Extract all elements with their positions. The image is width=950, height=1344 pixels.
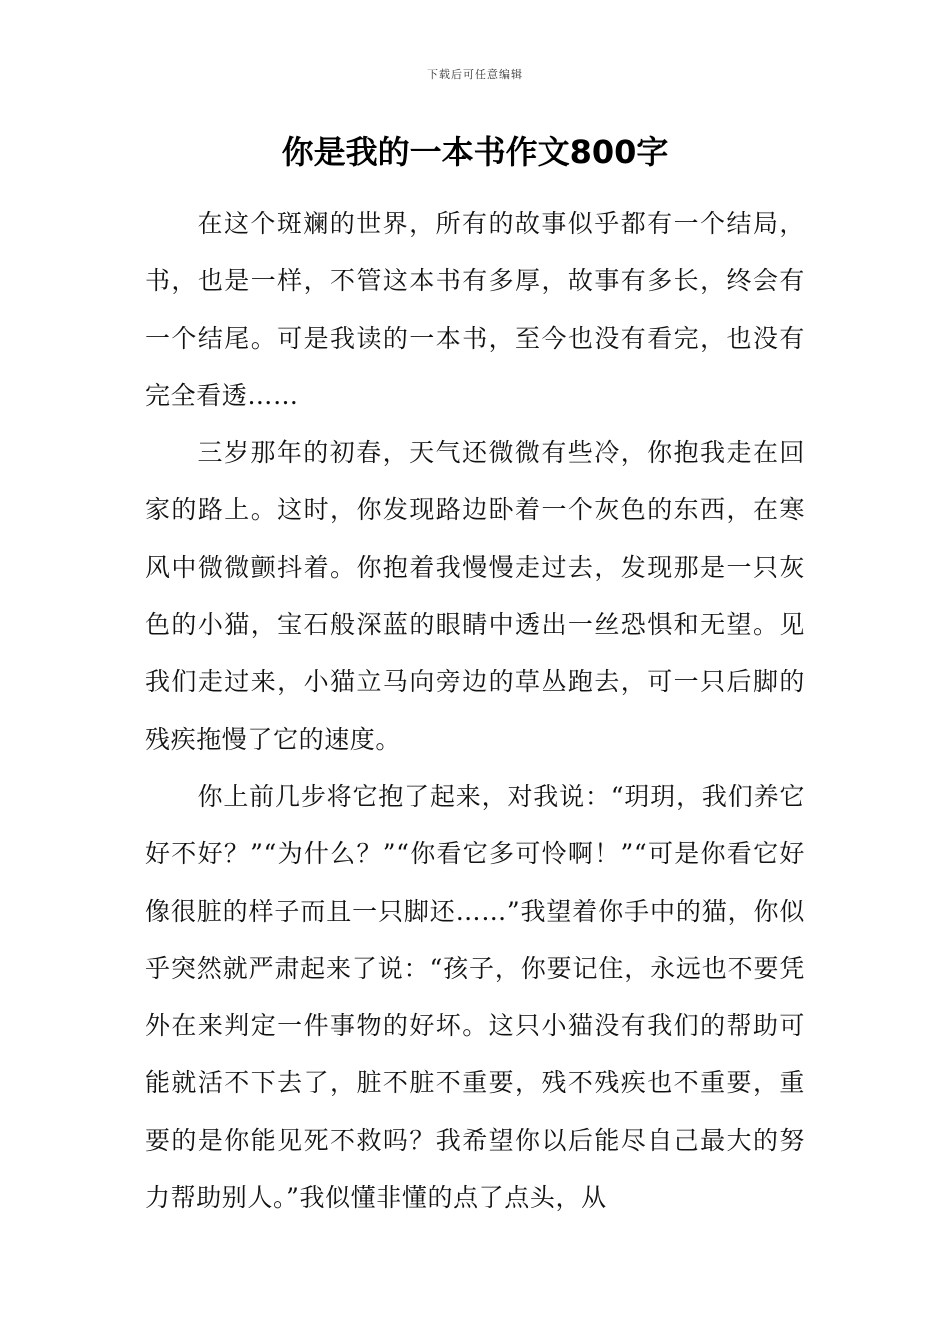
essay-body: [145, 195, 805, 1226]
essay-title: 你是我的一本书作文800字: [281, 133, 669, 171]
paragraph-3: 你上前几步将它抱了起来，对我说：“玥玥，我们养它好不好？”“为什么？”“你看它多可怜啊！”“可是你看它好像很脏的样子而且一只脚还……”我望着你手中的猫，你似乎突然就严肃起来了说：“孩子，你要记住，永远也不要凭外在来判定一件事物的好坏。这只小猫没有我们的帮助可能就活不下去了，脏不脏不重要，残不残疾也不重要，重要的是你能见死不救吗？我希望你以后能尽自己最大的努力帮助别人。”我似懂非懂的点了点头，从: [145, 781, 805, 1213]
header-note: 下载后可任意编辑: [427, 68, 523, 81]
paragraph-2: 三岁那年的初春，天气还微微有些冷，你抱我走在回家的路上。这时，你发现路边卧着一个灰色的东西，在寒风中微微颤抖着。你抱着我慢慢走过去，发现那是一只灰色的小猫，宝石般深蓝的眼睛中透出一丝恐惧和无望。见我们走过来，小猫立马向旁边的草丛跑去，可一只后脚的残疾拖慢了它的速度。: [145, 438, 805, 754]
paragraph-1: 在这个斑斓的世界，所有的故事似乎都有一个结局，书，也是一样，不管这本书有多厚，故事有多长，终会有一个结尾。可是我读的一本书，至今也没有看完，也没有完全看透……: [145, 209, 805, 410]
